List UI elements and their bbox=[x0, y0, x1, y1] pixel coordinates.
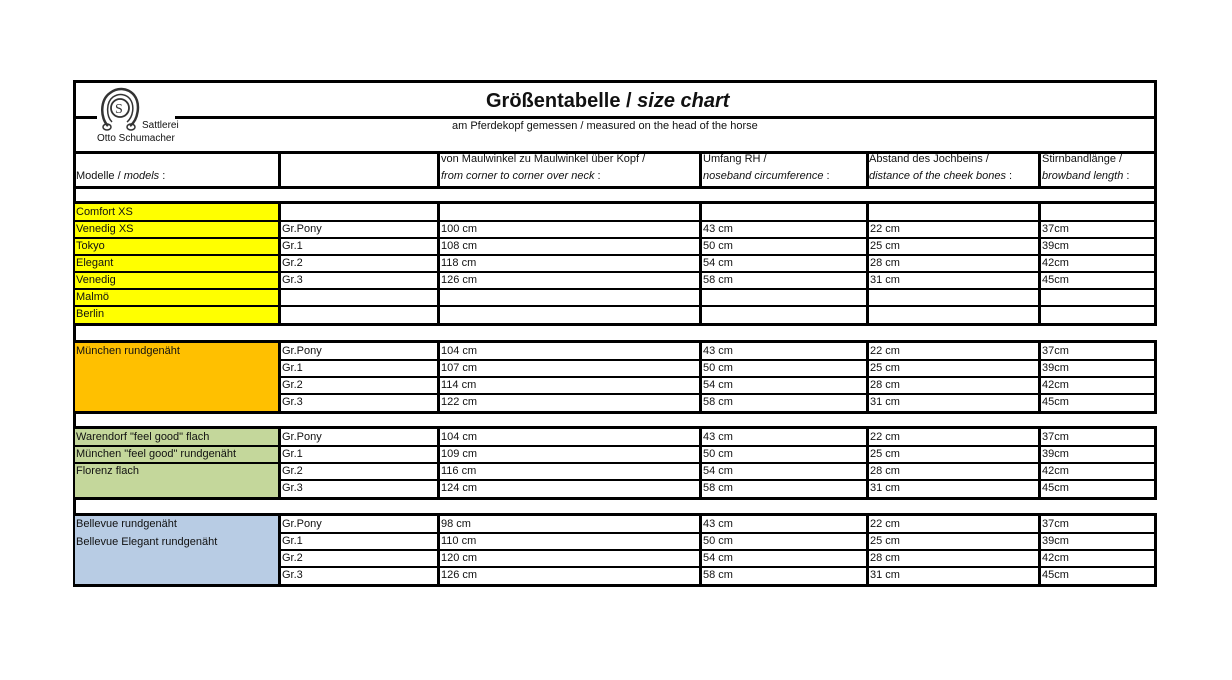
border bbox=[73, 80, 76, 586]
table-cell-browband: 45cm bbox=[1042, 482, 1069, 494]
table-cell-size: Gr.3 bbox=[282, 569, 303, 581]
model-name: Venedig XS bbox=[76, 223, 134, 235]
row-divider bbox=[279, 393, 1157, 395]
table-cell-cheek: 22 cm bbox=[870, 345, 900, 357]
model-name: Elegant bbox=[76, 257, 114, 269]
row-divider bbox=[279, 445, 1157, 447]
table-cell-noseband: 50 cm bbox=[703, 535, 733, 547]
svg-text:S: S bbox=[115, 102, 123, 117]
table-cell-corner: 104 cm bbox=[441, 345, 478, 357]
row-divider bbox=[279, 376, 1157, 378]
border bbox=[175, 116, 1157, 119]
table-cell-browband: 39cm bbox=[1042, 535, 1069, 547]
model-name: Bellevue Elegant rundgenäht bbox=[76, 535, 218, 548]
table-cell-size: Gr.3 bbox=[282, 396, 303, 408]
horseshoe-logo-icon bbox=[98, 86, 142, 132]
table-cell-noseband: 43 cm bbox=[703, 223, 733, 235]
column-divider bbox=[699, 514, 702, 585]
table-cell-browband: 39cm bbox=[1042, 448, 1069, 460]
group-border-right bbox=[1154, 340, 1157, 414]
table-cell-size: Gr.1 bbox=[282, 448, 303, 460]
table-cell-size: Gr.Pony bbox=[282, 431, 322, 443]
border bbox=[73, 80, 1157, 83]
table-cell-browband: 37cm bbox=[1042, 223, 1069, 235]
row-divider bbox=[73, 445, 279, 447]
group-border-bottom bbox=[73, 497, 1157, 500]
column-divider bbox=[278, 202, 281, 324]
page-title bbox=[486, 89, 729, 113]
table-cell-noseband: 58 cm bbox=[703, 482, 733, 494]
company-logo bbox=[95, 86, 185, 146]
group-border-right bbox=[1154, 513, 1157, 587]
table-cell-noseband: 58 cm bbox=[703, 396, 733, 408]
table-cell-noseband: 54 cm bbox=[703, 257, 733, 269]
model-name: Berlin bbox=[76, 308, 105, 320]
row-divider bbox=[73, 254, 279, 256]
table-cell-corner: 124 cm bbox=[441, 482, 478, 494]
column-divider bbox=[278, 514, 281, 585]
table-cell-cheek: 28 cm bbox=[870, 379, 900, 391]
table-cell-corner: 122 cm bbox=[441, 396, 478, 408]
row-divider bbox=[279, 271, 1157, 273]
column-divider bbox=[866, 202, 869, 324]
col-header-models: Modelle / models : bbox=[76, 170, 166, 182]
table-cell-browband: 39cm bbox=[1042, 240, 1069, 252]
table-cell-noseband: 43 cm bbox=[703, 431, 733, 443]
row-divider bbox=[73, 288, 279, 290]
group-border-bottom bbox=[73, 323, 1157, 326]
table-cell-corner: 100 cm bbox=[441, 223, 478, 235]
table-cell-size: Gr.1 bbox=[282, 535, 303, 547]
column-divider bbox=[278, 427, 281, 498]
table-cell-noseband: 54 cm bbox=[703, 379, 733, 391]
border bbox=[699, 151, 702, 189]
row-divider bbox=[279, 220, 1157, 222]
table-cell-noseband: 58 cm bbox=[703, 274, 733, 286]
table-cell-cheek: 28 cm bbox=[870, 552, 900, 564]
border bbox=[73, 116, 97, 119]
table-cell-corner: 98 cm bbox=[441, 518, 471, 530]
model-name: Malmö bbox=[76, 291, 110, 303]
table-cell-cheek: 22 cm bbox=[870, 518, 900, 530]
group-border-bottom bbox=[73, 584, 1157, 587]
table-cell-size: Gr.Pony bbox=[282, 345, 322, 357]
table-cell-size: Gr.2 bbox=[282, 465, 303, 477]
table-cell-size: Gr.2 bbox=[282, 552, 303, 564]
table-cell-size: Gr.3 bbox=[282, 482, 303, 494]
table-cell-browband: 42cm bbox=[1042, 257, 1069, 269]
title-de: Größentabelle / bbox=[486, 90, 638, 112]
table-cell-noseband: 58 cm bbox=[703, 569, 733, 581]
table-cell-corner: 104 cm bbox=[441, 431, 478, 443]
table-cell-browband: 37cm bbox=[1042, 345, 1069, 357]
column-divider bbox=[437, 341, 440, 412]
row-divider bbox=[279, 254, 1157, 256]
table-cell-browband: 45cm bbox=[1042, 396, 1069, 408]
row-divider bbox=[279, 549, 1157, 551]
col-header-cheek: Abstand des Jochbeins / distance of the cheek bones : bbox=[869, 153, 1013, 182]
table-cell-size: Gr.Pony bbox=[282, 518, 322, 530]
model-name: Venedig bbox=[76, 274, 116, 286]
column-divider bbox=[866, 427, 869, 498]
model-name: Tokyo bbox=[76, 240, 105, 252]
border bbox=[278, 151, 281, 189]
logo-line1: Sattlerei bbox=[142, 120, 179, 131]
group-border-right bbox=[1154, 426, 1157, 500]
table-cell-noseband: 50 cm bbox=[703, 448, 733, 460]
row-divider bbox=[73, 237, 279, 239]
row-divider bbox=[279, 237, 1157, 239]
column-divider bbox=[278, 341, 281, 412]
border bbox=[437, 151, 440, 189]
table-cell-browband: 39cm bbox=[1042, 362, 1069, 374]
table-cell-size: Gr.2 bbox=[282, 379, 303, 391]
border bbox=[73, 186, 1157, 189]
table-cell-size: Gr.1 bbox=[282, 362, 303, 374]
column-divider bbox=[1038, 514, 1041, 585]
table-cell-corner: 126 cm bbox=[441, 569, 478, 581]
table-cell-cheek: 25 cm bbox=[870, 240, 900, 252]
table-cell-cheek: 28 cm bbox=[870, 257, 900, 269]
table-cell-corner: 118 cm bbox=[441, 257, 477, 269]
row-divider bbox=[279, 288, 1157, 290]
col-header-noseband: Umfang RH / noseband circumference : bbox=[703, 153, 830, 182]
table-cell-cheek: 22 cm bbox=[870, 431, 900, 443]
table-cell-browband: 42cm bbox=[1042, 552, 1069, 564]
table-cell-size: Gr.3 bbox=[282, 274, 303, 286]
table-cell-size: Gr.1 bbox=[282, 240, 303, 252]
row-divider bbox=[279, 479, 1157, 481]
table-cell-noseband: 43 cm bbox=[703, 518, 733, 530]
col-header-browband: Stirnbandlänge / browband length : bbox=[1042, 153, 1130, 182]
row-divider bbox=[279, 532, 1157, 534]
group-border-bottom bbox=[73, 411, 1157, 414]
table-cell-size: Gr.Pony bbox=[282, 223, 322, 235]
border bbox=[1154, 80, 1157, 190]
table-cell-cheek: 31 cm bbox=[870, 274, 900, 286]
table-cell-browband: 42cm bbox=[1042, 465, 1069, 477]
table-cell-corner: 108 cm bbox=[441, 240, 478, 252]
column-divider bbox=[1038, 341, 1041, 412]
model-name: Florenz flach bbox=[76, 465, 139, 477]
logo-line2: Otto Schumacher bbox=[97, 133, 175, 144]
table-cell-corner: 107 cm bbox=[441, 362, 478, 374]
model-name: Bellevue rundgenäht bbox=[76, 518, 177, 530]
table-cell-browband: 37cm bbox=[1042, 431, 1069, 443]
title-en: size chart bbox=[637, 90, 730, 112]
row-divider bbox=[73, 220, 279, 222]
group-border-top bbox=[73, 201, 1157, 204]
table-cell-corner: 110 cm bbox=[441, 535, 477, 547]
table-cell-corner: 114 cm bbox=[441, 379, 477, 391]
row-divider bbox=[73, 271, 279, 273]
column-divider bbox=[437, 427, 440, 498]
column-divider bbox=[699, 202, 702, 324]
model-name: Comfort XS bbox=[76, 206, 133, 218]
column-divider bbox=[699, 341, 702, 412]
table-cell-cheek: 22 cm bbox=[870, 223, 900, 235]
table-cell-browband: 45cm bbox=[1042, 274, 1069, 286]
model-name: München rundgenäht bbox=[76, 345, 180, 357]
table-cell-size: Gr.2 bbox=[282, 257, 303, 269]
table-cell-corner: 126 cm bbox=[441, 274, 478, 286]
column-divider bbox=[866, 341, 869, 412]
table-cell-cheek: 25 cm bbox=[870, 362, 900, 374]
column-divider bbox=[437, 514, 440, 585]
table-cell-cheek: 31 cm bbox=[870, 396, 900, 408]
row-divider bbox=[73, 462, 279, 464]
table-cell-cheek: 31 cm bbox=[870, 482, 900, 494]
model-name: Warendorf "feel good" flach bbox=[76, 431, 210, 443]
group-border-top bbox=[73, 340, 1157, 343]
table-cell-corner: 120 cm bbox=[441, 552, 478, 564]
column-divider bbox=[699, 427, 702, 498]
table-cell-noseband: 54 cm bbox=[703, 465, 733, 477]
table-cell-corner: 109 cm bbox=[441, 448, 478, 460]
table-cell-browband: 45cm bbox=[1042, 569, 1069, 581]
table-cell-noseband: 54 cm bbox=[703, 552, 733, 564]
row-divider bbox=[279, 305, 1157, 307]
table-cell-browband: 37cm bbox=[1042, 518, 1069, 530]
table-cell-corner: 116 cm bbox=[441, 465, 477, 477]
row-divider bbox=[279, 462, 1157, 464]
row-divider bbox=[73, 305, 279, 307]
table-cell-cheek: 25 cm bbox=[870, 535, 900, 547]
row-divider bbox=[279, 359, 1157, 361]
column-divider bbox=[1038, 427, 1041, 498]
table-cell-noseband: 43 cm bbox=[703, 345, 733, 357]
table-cell-noseband: 50 cm bbox=[703, 362, 733, 374]
group-border-top bbox=[73, 513, 1157, 516]
table-cell-cheek: 25 cm bbox=[870, 448, 900, 460]
column-divider bbox=[1038, 202, 1041, 324]
border bbox=[1038, 151, 1041, 189]
model-name: München "feel good" rundgenäht bbox=[76, 448, 237, 460]
subtitle: am Pferdekopf gemessen / measured on the head of the horse bbox=[452, 120, 758, 132]
group-border-top bbox=[73, 426, 1157, 429]
table-cell-noseband: 50 cm bbox=[703, 240, 733, 252]
column-divider bbox=[437, 202, 440, 324]
table-cell-browband: 42cm bbox=[1042, 379, 1069, 391]
group-border-right bbox=[1154, 201, 1157, 326]
table-cell-cheek: 28 cm bbox=[870, 465, 900, 477]
col-header-corner: von Maulwinkel zu Maulwinkel über Kopf / from corner to corner over neck : bbox=[441, 153, 646, 182]
row-divider bbox=[279, 566, 1157, 568]
table-cell-cheek: 31 cm bbox=[870, 569, 900, 581]
column-divider bbox=[866, 514, 869, 585]
